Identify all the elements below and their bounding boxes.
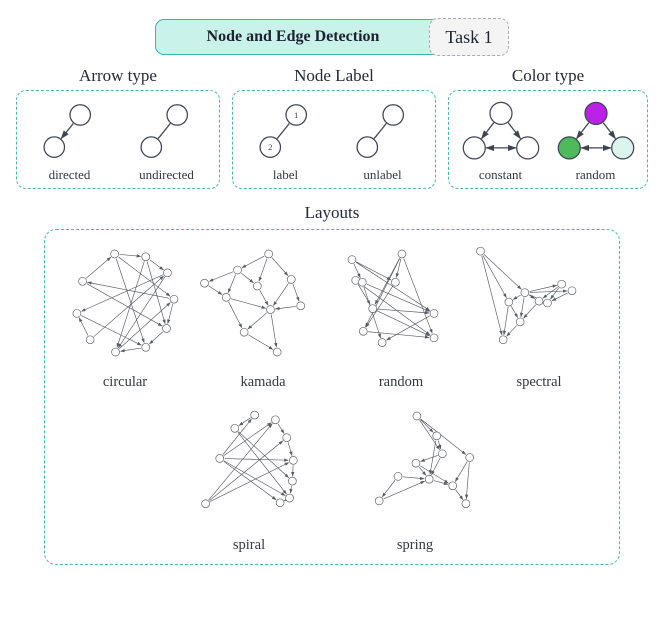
- kamada-layout-graph: [197, 240, 329, 366]
- random-layout-figure: [332, 240, 470, 391]
- spring-layout-graph: [349, 403, 481, 529]
- node-label-section: [232, 66, 436, 189]
- color-type-section: [448, 66, 648, 189]
- spectral-layout-caption: spectral: [516, 374, 562, 390]
- arrow-type-panel: [16, 90, 220, 189]
- options-row: [0, 66, 664, 189]
- spiral-layout-caption: spiral: [232, 537, 266, 553]
- circular-layout-graph: [59, 240, 191, 366]
- header: [0, 0, 664, 56]
- svg-text:1: 1: [293, 109, 298, 120]
- directed-figure: [27, 100, 113, 183]
- undirected-caption: undirected: [139, 167, 194, 182]
- color-type-panel: [448, 90, 648, 189]
- spectral-layout-graph: [473, 240, 605, 366]
- constant-color-caption: constant: [478, 167, 523, 182]
- node-label-panel: [232, 90, 436, 189]
- constant-color-graph: [454, 100, 548, 166]
- undirected-figure: [124, 100, 210, 183]
- spiral-layout-figure: [180, 403, 318, 554]
- node-label-title: Node Label: [294, 66, 374, 85]
- random-color-figure: [549, 100, 643, 183]
- task-name-label: Node and Edge Detection: [206, 28, 380, 45]
- label-figure: [243, 100, 329, 183]
- unlabel-caption: unlabel: [363, 167, 402, 182]
- task-name-pill: [155, 19, 449, 55]
- layouts-title: Layouts: [304, 203, 360, 222]
- directed-caption: directed: [48, 167, 91, 182]
- task-number-box: [429, 18, 509, 56]
- spectral-layout-figure: [470, 240, 608, 391]
- spring-layout-figure: [346, 403, 484, 554]
- constant-color-figure: [454, 100, 548, 183]
- circular-layout-figure: [56, 240, 194, 391]
- arrow-type-title: Arrow type: [79, 66, 157, 85]
- svg-text:2: 2: [267, 142, 272, 153]
- kamada-layout-caption: kamada: [240, 374, 286, 390]
- circular-layout-caption: circular: [102, 374, 148, 390]
- unlabel-graph: [340, 100, 426, 166]
- task-number-label: Task 1: [445, 26, 493, 47]
- color-type-title: Color type: [511, 66, 585, 85]
- layouts-panel: [44, 229, 620, 565]
- random-layout-caption: random: [378, 374, 424, 390]
- directed-graph: [27, 100, 113, 166]
- label-caption: label: [272, 167, 299, 182]
- layouts-row-1: [49, 240, 615, 391]
- kamada-layout-figure: [194, 240, 332, 391]
- undirected-graph: [124, 100, 210, 166]
- random-layout-graph: [335, 240, 467, 366]
- spring-layout-caption: spring: [396, 537, 434, 553]
- random-color-caption: random: [575, 167, 616, 182]
- random-color-graph: [549, 100, 643, 166]
- arrow-type-section: [16, 66, 220, 189]
- spiral-layout-graph: [183, 403, 315, 529]
- unlabel-figure: [340, 100, 426, 183]
- label-graph: [243, 100, 329, 166]
- layouts-row-2: [49, 403, 615, 554]
